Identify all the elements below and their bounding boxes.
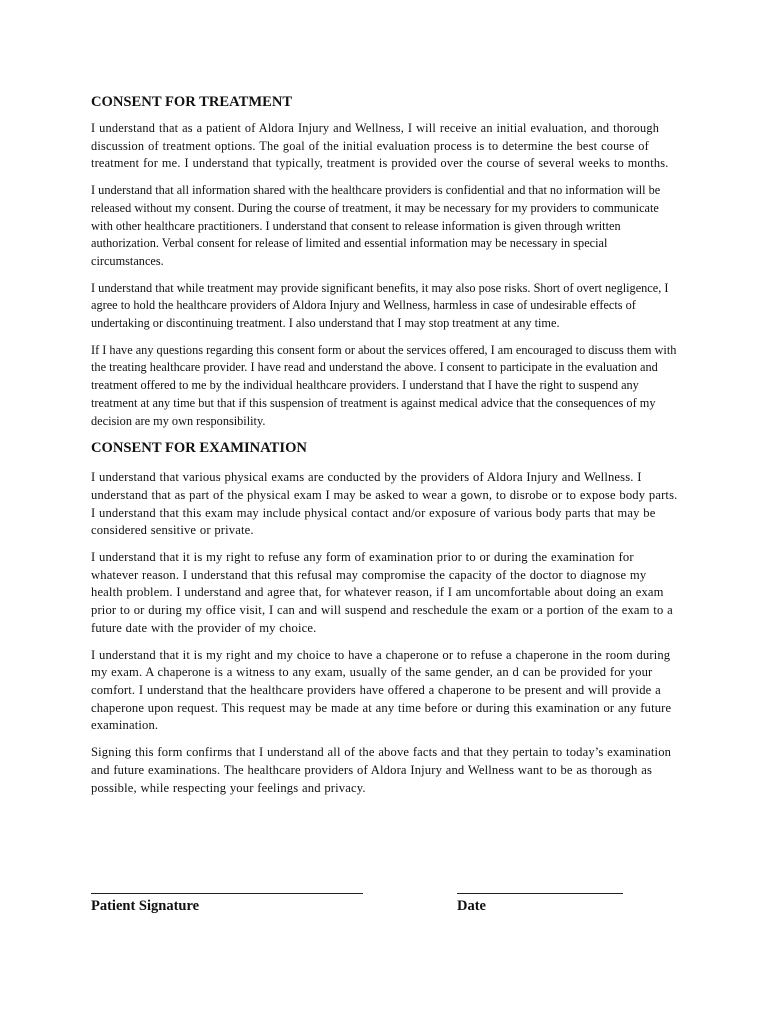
examination-heading: CONSENT FOR EXAMINATION (91, 440, 307, 457)
patient-signature-line[interactable] (91, 893, 363, 894)
patient-signature-label: Patient Signature (91, 898, 200, 914)
treatment-paragraph-3: I understand that while treatment may provide significant benefits, it may also pose risks. Short of overt negligence, I agree to hold the healthcare providers of Aldora Injury and Wellness, harmless in case of undesirable effects of undertaking or discontinuing treatment. I also understand that I may stop treatment at any time. (91, 280, 669, 331)
treatment-paragraph-2: I understand that all information shared with the healthcare providers is confidential and that no information will be released without my consent. During the course of treatment, it may be necessary for my providers to communicate with other healthcare practitioners. I understand that consent to release information is given through written authorization. Verbal consent for release of limited and essential information may be necessary in special circumstances. (91, 183, 661, 268)
examination-paragraph-3: I understand that it is my right and my choice to have a chaperone or to refuse a chaperone in the room during my exam. A chaperone is a witness to any exam, usually of the same gender, an d can be provided for your comfort. I understand that the healthcare providers have offered a chaperone to be present and will provide a chaperone upon request. This request may be made at any time before or during this examination or any future examination. (91, 647, 672, 733)
treatment-paragraph-1: I understand that as a patient of Aldora Injury and Wellness, I will receive an initial evaluation, and thorough discussion of treatment options. The goal of the initial evaluation process is to determine the best course of treatment for me. I understand that typically, treatment is provided over the course of several weeks to months. (91, 121, 669, 171)
treatment-heading: CONSENT FOR TREATMENT (91, 94, 293, 110)
examination-paragraph-4: Signing this form confirms that I understand all of the above facts and that they pertain to today’s examination and future examinations. The healthcare providers of Aldora Injury and Wellness want to be as thorough as possible, while respecting your feelings and privacy. (91, 745, 672, 795)
consent-content (91, 93, 681, 806)
date-label: Date (457, 898, 486, 914)
date-line[interactable] (457, 893, 623, 894)
treatment-paragraph-4: If I have any questions regarding this consent form or about the services offered, I am encouraged to discuss them with the treating healthcare provider. I have read and understand the above. I consent to participate in the evaluation and treatment offered to me by the individual healthcare providers. I understand that I have the right to suspend any treatment at any time but that if this suspension of treatment is against medical advice that the consequences of my decision are my own responsibility. (91, 342, 677, 428)
examination-paragraph-1: I understand that various physical exams are conducted by the providers of Aldora Injury and Wellness. I understand that as part of the physical exam I may be asked to wear a gown, to disrobe or to expose body parts. I understand that this exam may include physical contact and/or exposure of various body parts that may be considered sensitive or private. (91, 470, 678, 538)
examination-paragraph-2: I understand that it is my right to refuse any form of examination prior to or during the examination for whatever reason. I understand that this refusal may compromise the capacity of the doctor to diagnose my health problem. I understand and agree that, for whatever reason, if I am uncomfortable about doing an exam prior to or during my office visit, I can and will suspend and reschedule the exam or a portion of the exam to a future date with the provider of my choice. (91, 550, 673, 635)
